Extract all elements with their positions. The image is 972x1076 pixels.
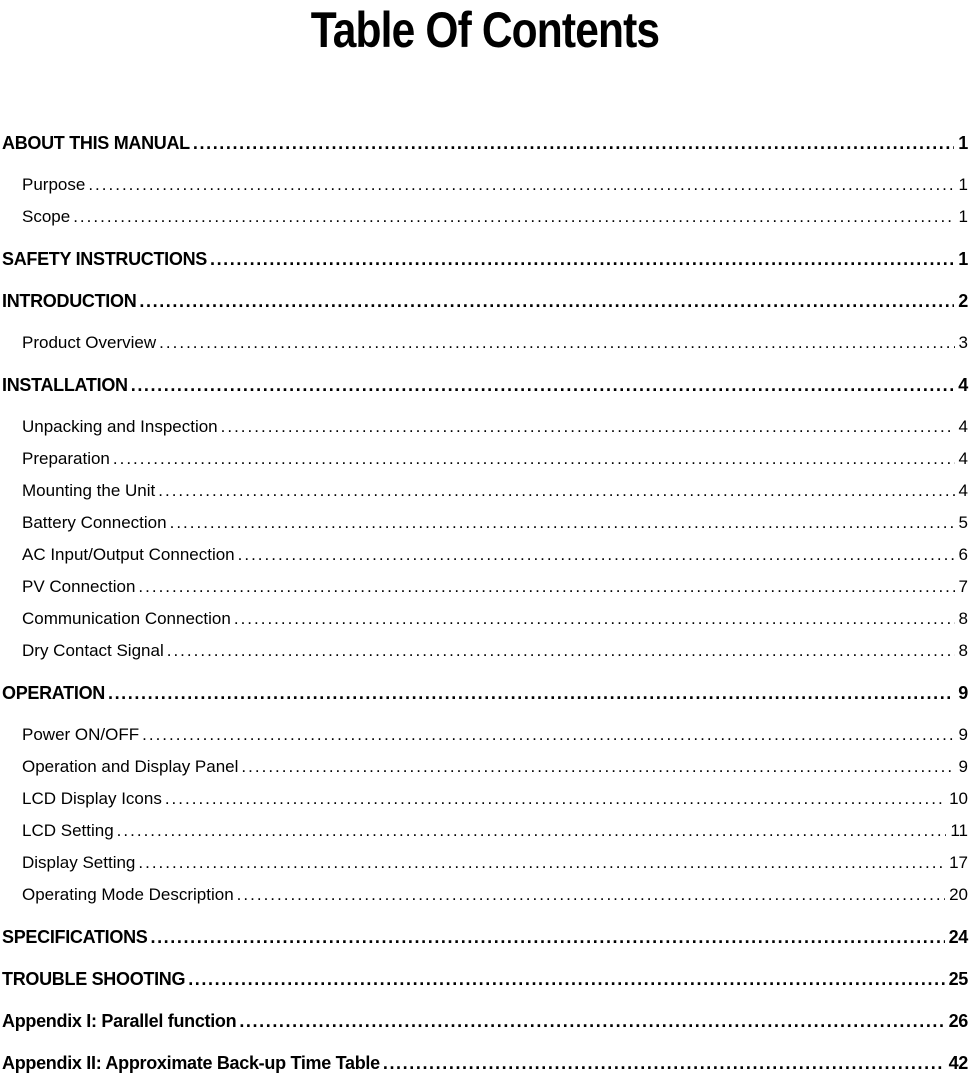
dotted-leader-icon xyxy=(167,641,955,661)
toc-entry xyxy=(2,417,968,437)
dotted-leader-icon xyxy=(239,1011,944,1031)
toc-entry-page: 1 xyxy=(958,207,968,226)
dotted-leader-icon xyxy=(383,1053,945,1073)
toc-entry-page: 17 xyxy=(949,853,968,872)
toc-entry xyxy=(2,853,968,873)
toc-entry-page: 24 xyxy=(948,927,968,947)
toc-entry-label: Operating Mode Description xyxy=(22,885,234,904)
toc-entry-page: 6 xyxy=(958,545,968,564)
toc-entry xyxy=(2,333,968,353)
toc-entry-label: TROUBLE SHOOTING xyxy=(2,969,186,989)
toc-entry-page: 5 xyxy=(958,513,968,532)
dotted-leader-icon xyxy=(131,375,955,395)
toc-entry-page: 2 xyxy=(958,291,968,311)
toc-entry xyxy=(2,609,968,629)
toc-entry xyxy=(2,513,968,533)
toc-entry-page: 26 xyxy=(948,1011,968,1031)
toc-entry xyxy=(2,927,968,947)
toc-entry-page: 11 xyxy=(950,821,968,840)
toc-entry xyxy=(2,1053,968,1073)
toc-entry-label: LCD Setting xyxy=(22,821,114,840)
toc-entry xyxy=(2,969,968,989)
toc-entry xyxy=(2,683,968,703)
dotted-leader-icon xyxy=(138,577,954,597)
dotted-leader-icon xyxy=(170,513,955,533)
toc-entry-label: Product Overview xyxy=(22,333,157,352)
toc-entry-label: LCD Display Icons xyxy=(22,789,162,808)
dotted-leader-icon xyxy=(142,725,954,745)
toc-entry xyxy=(2,577,968,597)
toc-entry-label: SPECIFICATIONS xyxy=(2,927,148,947)
toc-entry xyxy=(2,291,968,311)
toc-entry-page: 9 xyxy=(958,725,968,744)
toc-entry xyxy=(2,481,968,501)
toc-entry-page: 8 xyxy=(958,609,968,628)
toc-entry xyxy=(2,725,968,745)
dotted-leader-icon xyxy=(193,133,954,153)
dotted-leader-icon xyxy=(88,175,954,195)
toc-entry xyxy=(2,885,968,905)
toc-entry-page: 7 xyxy=(958,577,968,596)
toc-entry-page: 1 xyxy=(958,133,968,153)
toc-entry-label: Appendix I: Parallel function xyxy=(2,1011,237,1031)
toc-entry xyxy=(2,821,968,841)
dotted-leader-icon xyxy=(138,853,945,873)
dotted-leader-icon xyxy=(238,545,955,565)
toc-entry-label: INSTALLATION xyxy=(2,375,128,395)
dotted-leader-icon xyxy=(159,333,954,353)
toc-entry-page: 4 xyxy=(958,449,968,468)
toc-entry xyxy=(2,1011,968,1031)
toc-entry-page: 20 xyxy=(949,885,968,904)
toc-entry-label: Display Setting xyxy=(22,853,136,872)
toc-entry xyxy=(2,545,968,565)
dotted-leader-icon xyxy=(188,969,944,989)
dotted-leader-icon xyxy=(234,609,955,629)
toc-entry-label: Communication Connection xyxy=(22,609,231,628)
toc-entry-label: Appendix II: Approximate Back-up Time Table xyxy=(2,1053,380,1073)
toc-entry xyxy=(2,789,968,809)
toc-entry-page: 1 xyxy=(958,249,968,269)
toc-entry-label: Operation and Display Panel xyxy=(22,757,239,776)
dotted-leader-icon xyxy=(237,885,945,905)
toc-entry-label: Preparation xyxy=(22,449,110,468)
toc-entry-label: PV Connection xyxy=(22,577,136,596)
dotted-leader-icon xyxy=(139,291,954,311)
toc-entry xyxy=(2,641,968,661)
toc-entry-label: ABOUT THIS MANUAL xyxy=(2,133,190,153)
toc-entry-page: 4 xyxy=(958,375,968,395)
toc-entry xyxy=(2,207,968,227)
dotted-leader-icon xyxy=(108,683,954,703)
toc-entry xyxy=(2,133,968,153)
toc-entry-page: 10 xyxy=(949,789,968,808)
toc-entry xyxy=(2,175,968,195)
dotted-leader-icon xyxy=(73,207,954,227)
toc-entry-page: 9 xyxy=(958,683,968,703)
toc-list xyxy=(2,133,968,1073)
toc-entry-page: 42 xyxy=(948,1053,968,1073)
toc-entry-page: 9 xyxy=(958,757,968,776)
dotted-leader-icon xyxy=(150,927,944,947)
toc-entry-label: Battery Connection xyxy=(22,513,167,532)
dotted-leader-icon xyxy=(165,789,945,809)
dotted-leader-icon xyxy=(210,249,954,269)
toc-entry-label: AC Input/Output Connection xyxy=(22,545,235,564)
toc-entry-label: Power ON/OFF xyxy=(22,725,140,744)
toc-entry xyxy=(2,375,968,395)
toc-entry-label: Dry Contact Signal xyxy=(22,641,164,660)
toc-entry-page: 4 xyxy=(958,481,968,500)
toc-entry-label: Scope xyxy=(22,207,71,226)
toc-entry xyxy=(2,449,968,469)
page-title: Table Of Contents xyxy=(310,2,660,58)
toc-entry-label: Mounting the Unit xyxy=(22,481,156,500)
toc-entry-label: INTRODUCTION xyxy=(2,291,137,311)
toc-entry-page: 3 xyxy=(958,333,968,352)
toc-entry-label: OPERATION xyxy=(2,683,105,703)
toc-entry-label: Purpose xyxy=(22,175,86,194)
toc-entry xyxy=(2,249,968,269)
toc-entry-page: 25 xyxy=(948,969,968,989)
toc-entry-label: SAFETY INSTRUCTIONS xyxy=(2,249,207,269)
toc-entry-page: 1 xyxy=(958,175,968,194)
toc-entry xyxy=(2,757,968,777)
toc-entry-page: 8 xyxy=(958,641,968,660)
toc-entry-label: Unpacking and Inspection xyxy=(22,417,218,436)
dotted-leader-icon xyxy=(241,757,954,777)
toc-entry-page: 4 xyxy=(958,417,968,436)
dotted-leader-icon xyxy=(221,417,955,437)
dotted-leader-icon xyxy=(113,449,955,469)
dotted-leader-icon xyxy=(117,821,947,841)
dotted-leader-icon xyxy=(158,481,954,501)
